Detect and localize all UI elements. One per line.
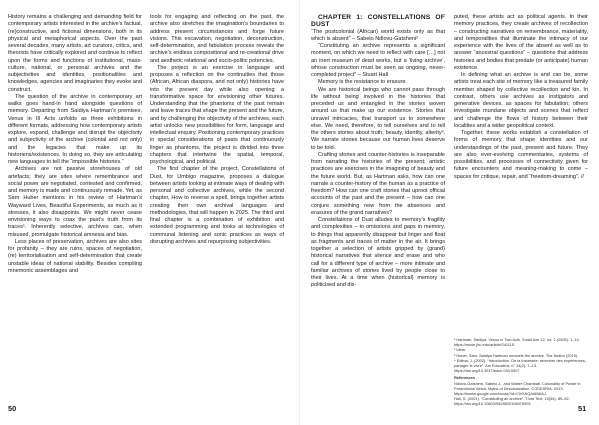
right-page-column-3 [311,14,445,290]
left-page-column-1 [8,14,142,275]
chapter-title: CHAPTER 1: CONSTELLATIONS OF DUST [311,14,445,29]
paragraph: Memory is the resistance to erasure. [318,79,407,86]
paragraph: The question of the archive in contemporary art walks goes hand-in hand alongside questions of memory. Departing from Saidiya Hartman’s premises, Venus in III Acts unfolds as three exhibitions in different formats, addressing how contemporary artists explore, expand, challenge and disrupt the objectivity and subjectivity of the archive (colonial and not only) and the legacies that make up its historiens/existences. In doing so, they are articulating new languages to tell the “impossible histories.” [8,93,142,165]
paragraph: tools for engaging and reflecting on the past, the archive also stretches the imagination’s boundaries to address present circumstances and forge future visions. This excavation, negotiation, deconstruction, self-determination, and fabulation process reveals the archive’s endless compositional and re-creational drive and aesthetic relational and socio-politic potencies. [150,14,284,64]
epigraph-quote: “Constituting an archive represents a significant moment, on which we need to reflect with care […] not an inert museum of dead works, but a ‘living archive’, whose construction must be seen as ongoing, never-completed project” – Stuart Hall [311,43,445,78]
right-page-column-4 [454,14,588,181]
footnote: ² Idem. [454,347,467,353]
left-page-column-2 [150,14,284,246]
paragraph: Constellations of Dust alludes to memory’s fragility and complexities – to omissions and gaps in memory, to things that apparently disappear but linger and float as fragments and traces of matter in the air. It brings together a selection of artists gripped by (grand) historical narratives that silence and erase and who call for a different type of archive – more intimate and familiar archives of stories lived by people close to their lives. At a time when (historical) memory is politicised and dis- [311,217,445,289]
paragraph: The first chapter of the project, Constellations of Dust, for Umbigo magazine, proposes a dialogue between artists looking at intimate ways of dealing with personal and collective archives, while the second chapter, How to reverse a spell, brings together artists creating their own archival languages and methodologies, that will happen in 2025. The third and final chapter is a combination of exhibition and extended programming and looks at technologies of communal listening and sonic practices as ways of disrupting archives and repurposing subjectivities. [150,166,284,245]
paragraph: History remains a challenging and demanding field for contemporary artists interested in the archive’s factual, (re)constructive, and fictional dimensions, both in its physical and metaphorical aspects. Over the past several decades, many artists, art curators, critics, and theorists have critically explored and continue to reflect upon the forms and functions of institutional, mass-culture, national, or personal archives and the subjectivities and identities, positionalities and knowledges, agencies and imaginaries they evoke and construct. [8,14,142,93]
footnote: ³ Huber, Sam. Saidiya Hartman unravels the archive. The Nation (2019). [454,352,579,358]
page-gutter [299,0,300,425]
page-number-right: 51 [578,404,587,413]
paragraph: The project is an exercise in language and proposes a reflection on the continuities that those (African, African diaspora, and not only) histories have into the present day while also opening a transformative space for envisioning other futures. Understanding that the phantoms of the past remain and leave traces that shape the present and the future, and by challenging the objectivity of the archives, each artist unlocks new possibilities for form, language and intellectual enquiry. Positioning contemporary practices in special considerations of pasts that continuously linger as phantoms, the project is divided into three chapters that intertwine the spatial, temporal, psychological, and political. [150,64,284,165]
page-number-left: 50 [8,404,17,413]
epigraph-quote: “The postcolonial (African) world exists only as that which is absent” – Sabelo Ndlovu-Gatsheni² [311,28,445,42]
footnotes [454,337,588,407]
reference-entry: Hall, S. (2001). “Constituting an archive”. Third Text, 15(54), 89–92. https://doi.org/10.1080/09528820108576903 [454,396,570,407]
references-heading: References [454,375,475,381]
paragraph: Less places of preservation, archives are also sites for profanity – they are ruins, spaces of negotiation, (re) territorialisation and self-determination that create unstable ideas of national stability. Besides compiling mnemonic assemblages and [8,238,142,274]
paragraph: Archives are not passive storehouses of old artefacts; they are sites where remembrance and social power are negotiated, contested and confirmed, and memory is made and continuously remade. Yet, as Sam Huber mentions in his review of Hartman’s Wayward Lives, Beautiful Experiments, as much as it stresses, it also disappoints. We might never cease envisioning ways to coax the past’s truth from its traces¹. Inherently selective, archives can, when misused, promulgate historical amnesia and bias. [8,166,142,238]
paragraph: Together, these works establish a constellation of forms of memory that shape identities and our understandings of the past, present and future. They are also ever-evolving commentaries, systems of possibilities, and processes of connectivity given for future encounters and meaning-making to come – spaces for critique, repair, and “freedom-dreaming”. // [454,130,588,180]
paragraph: We are historical beings who cannot pass through life without being involved in the histories that preceded us and entangled in the stories woven around us that make up our existence. Stories that unravel intricacies, that transport us to somewhere else. We need, therefore, to tell ourselves and to tell the others stories about truth, beauty, identity, alterity³. We narrate stories because our human lives deserve to be told. [311,86,445,151]
footnote: ¹ Hartman, Saidiya. Venus in Two Acts. Small Axe 12, no. 2 (2008): 1–14. https://muse.jhu.edu/article/241115. [454,337,580,348]
reference-entry: Ndlovu-Gatsheni, Sabelo J., and Walter Chambati. Coloniality of Power in Postcolonial Africa: Myths of Decolonization. CODESRIA, 2013. https://books.google.com/books?id=CIvXAQAAMAAJ. [454,380,581,397]
paragraph: puted, these artists act as political agents. In their memory practices, they create archives of recollection – constructing narratives on remembrance, materiality, and temporalities that illuminate the intimacy of our experience with the lives of the absent as well as to answer “ancestral questions” – questions that address histories and bodies that predate (or anticipate) human existence. [454,14,588,71]
paragraph: In defining what an archive is and can be, some artists treat each site of memory like a treasured family member shaped by collective recollection and kin. In contrast, others use archives as instigators and generative devices, as spaces for fabulation; others investigate mundane objects and scenes that reflect and challenge the flows of history between their localities and a wider geopolitical context. [454,72,588,129]
paragraph: Crafting stories and counter-histories is inseparable from narrating the histories of the present; artistic practices are exercises in the imagining of beauty and the future world. But, as Hartman asks, how can one narrate a counter-history of the human as a practice of freedom? How can one craft stories that uproot official accounts of the past and the present – how can one conjure something new from the absences and erasures of the grand narratives? [311,151,445,216]
footnote: ⁴ Edima, J. (2002). “Introduction. De la traversée: recentrer des expériences, partager le vivre”. Ars Educativa, n° 34(2), 7–13. https://doi.org/10.3917/edoc.034.0007 [454,357,586,374]
